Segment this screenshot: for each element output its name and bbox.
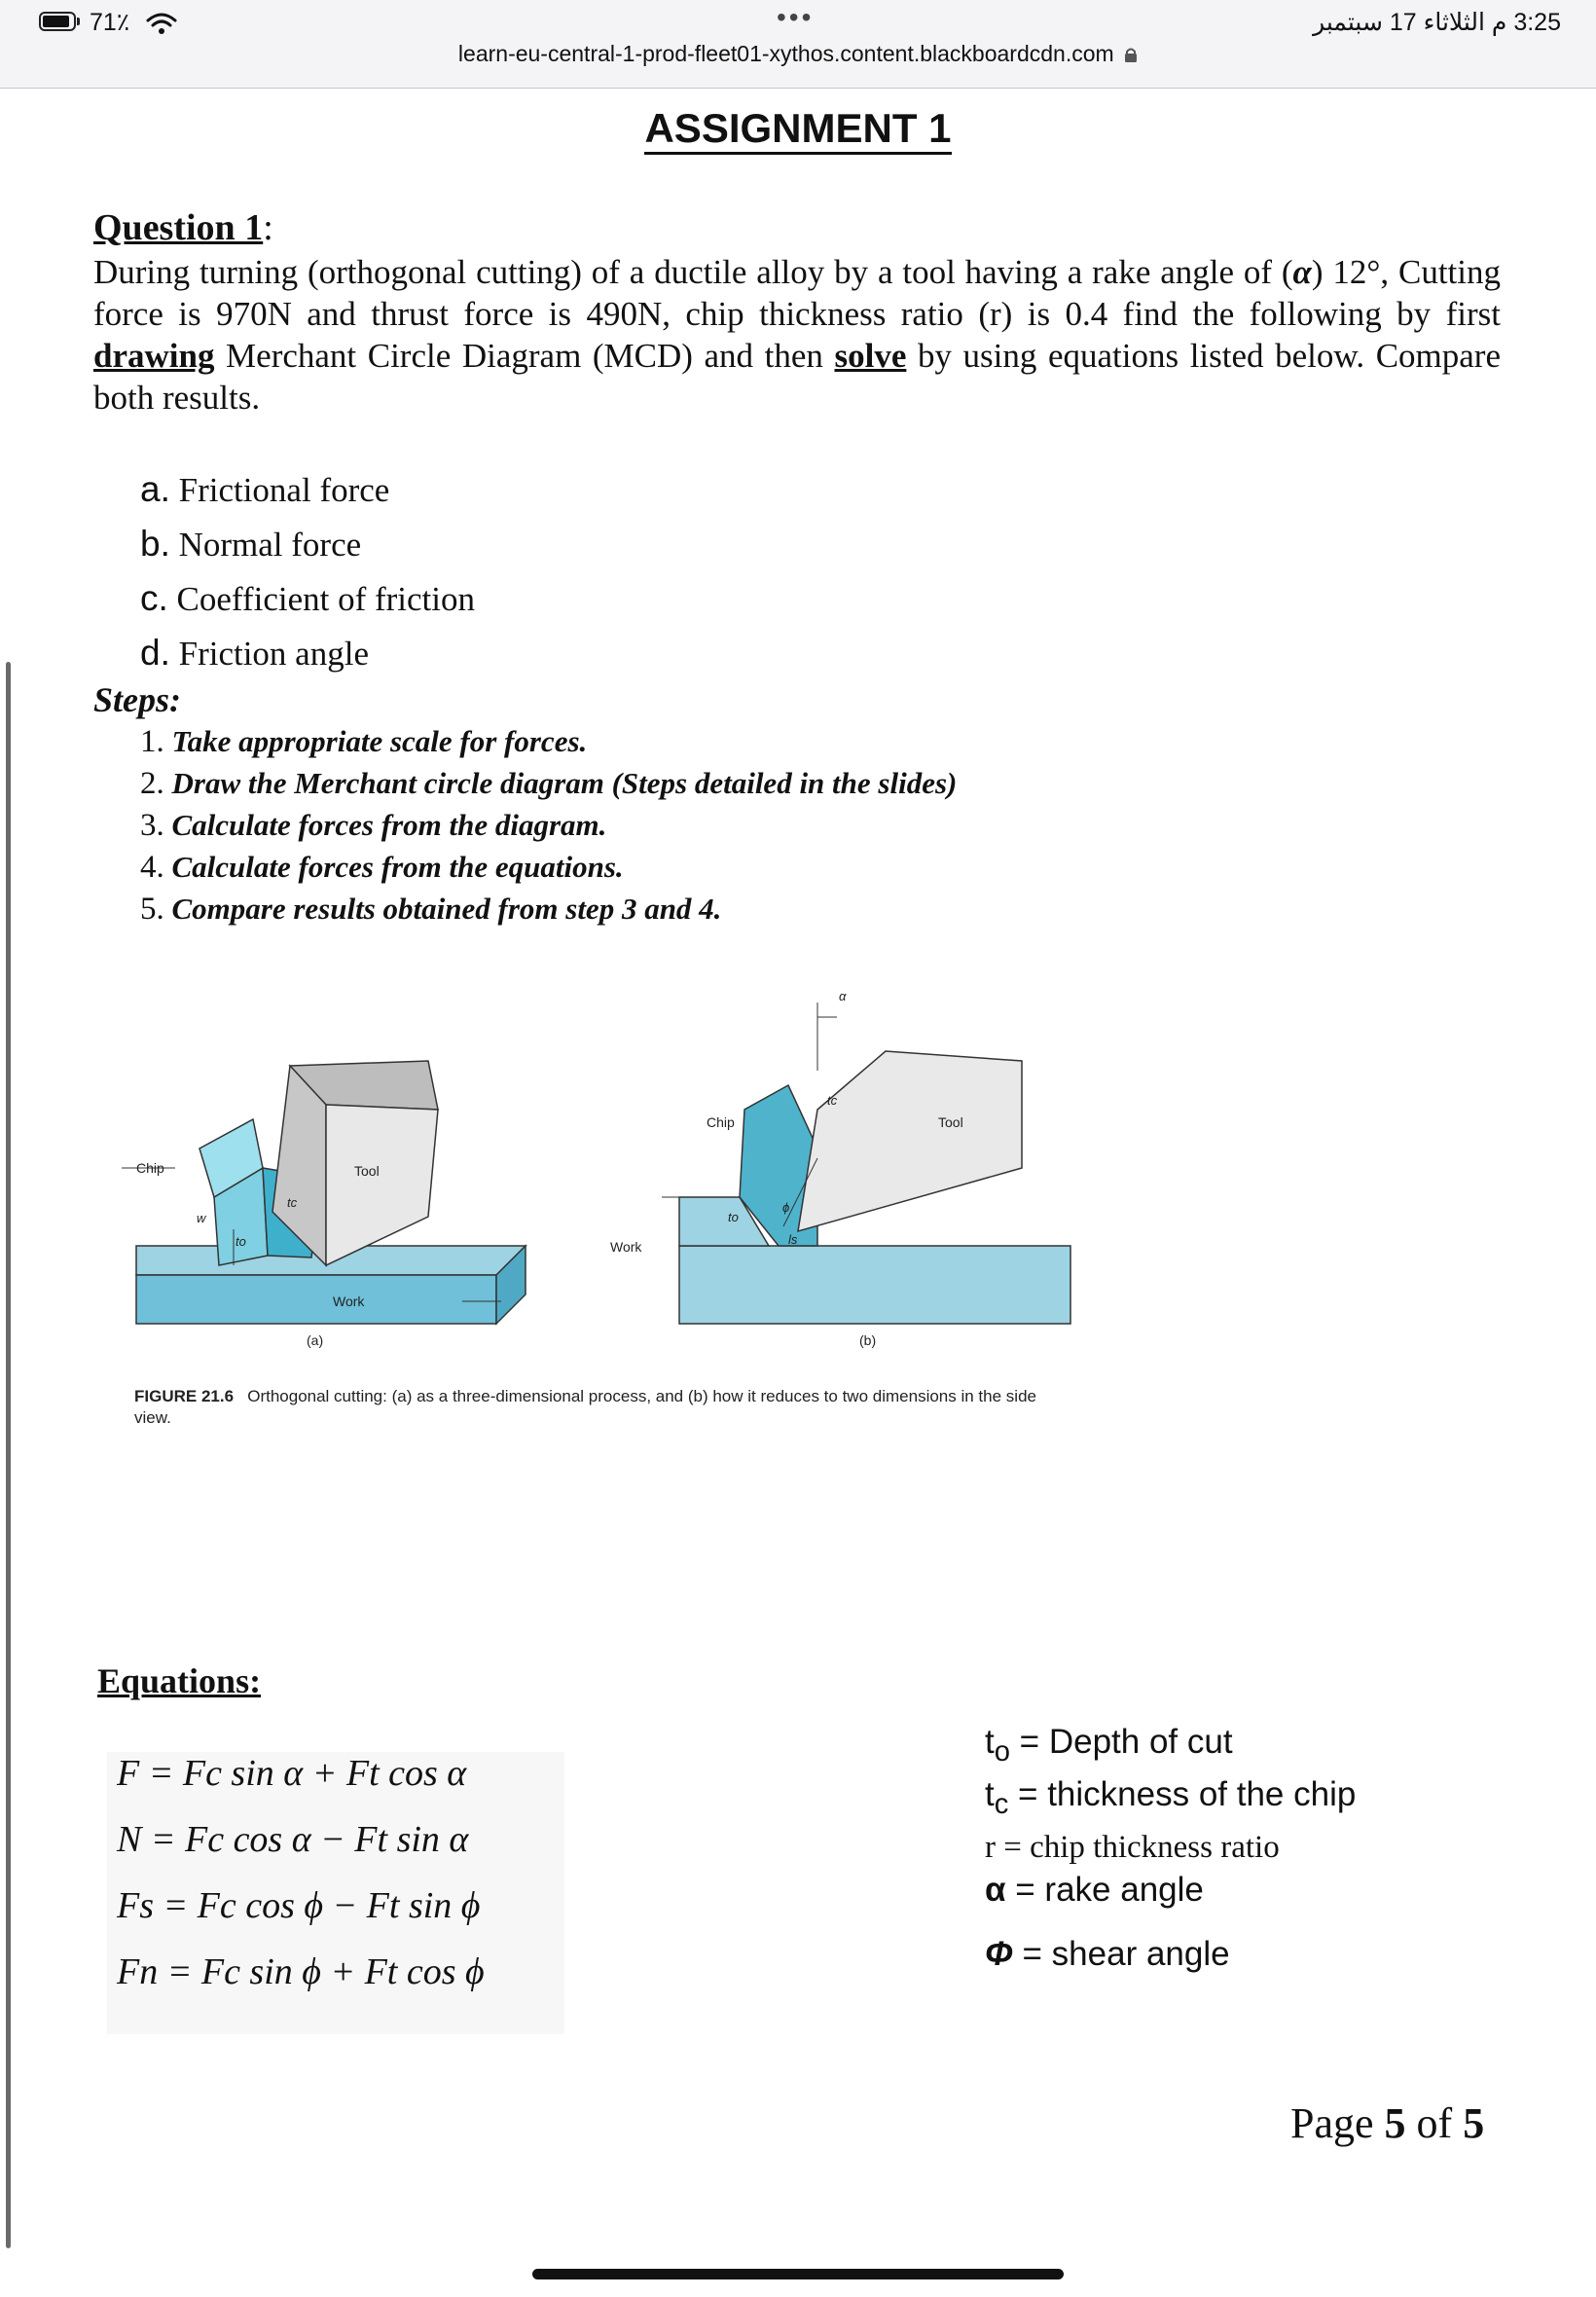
time-date: 3:25 م الثلاثاء 17 سبتمبر (1313, 9, 1561, 36)
sub-item-c: c. Coefficient of friction (140, 578, 476, 618)
battery-icon (39, 12, 76, 31)
step-4: 4. Calculate forces from the equations. (140, 850, 624, 885)
sub-item-a: a. Frictional force (140, 469, 390, 509)
label-tc-b: tc (827, 1093, 838, 1108)
label-tool-a: Tool (354, 1163, 380, 1179)
steps-heading: Steps: (93, 680, 181, 719)
label-part-a: (a) (307, 1332, 324, 1348)
step-3: 3. Calculate forces from the diagram. (140, 808, 607, 843)
label-to-b: to (728, 1210, 739, 1224)
label-phi: ϕ (782, 1200, 790, 1215)
orthogonal-cutting-figure (117, 973, 1090, 1440)
step-2: 2. Draw the Merchant circle diagram (Steps detailed in the slides) (140, 766, 958, 801)
question-text: During turning (orthogonal cutting) of a ductile alloy by a tool having a rake angle of (α) 12°, Cutting force is 970N and thrust force is 490N, chip thickness ratio (r) is 0.4 find the following by first drawing Merchant Circle Diagram (MCD) and then solve by using equations listed below. Compare both results. (93, 253, 1502, 417)
tab-menu-dots[interactable]: ••• (777, 2, 815, 32)
step-1: 1. Take appropriate scale for forces. (140, 724, 588, 759)
sub-item-b: b. Normal force (140, 524, 362, 564)
figure-caption: FIGURE 21.6 Orthogonal cutting: (a) as a three-dimensional process, and (b) how it reduces to two dimensions in the side view. (134, 1387, 1036, 1427)
label-work-a: Work (333, 1294, 365, 1309)
url-bar[interactable] (0, 41, 1596, 67)
label-alpha-b: α (839, 989, 847, 1003)
var-tc: $t_c$ = thickness of the chip (985, 1775, 1357, 1820)
sub-item-d: d. Friction angle (140, 633, 369, 673)
scrollbar[interactable] (6, 662, 11, 2248)
question-heading: Question 1: (93, 207, 273, 248)
url-text: learn-eu-central-1-prod-fleet01-xythos.content.blackboardcdn.com (457, 41, 1114, 66)
battery-percent: 71٪ (90, 9, 130, 36)
equation-4: Fn = Fc sin ϕ + Ft cos ϕ (117, 1951, 485, 1992)
var-phi: Φ = shear angle (985, 1935, 1230, 1973)
label-chip-b: Chip (707, 1114, 735, 1130)
step-5: 5. Compare results obtained from step 3 and 4. (140, 892, 722, 927)
equation-3: Fs = Fc cos ϕ − Ft sin ϕ (117, 1885, 481, 1926)
page-number: Page 5 of 5 (1290, 2099, 1485, 2147)
label-tool-b: Tool (938, 1114, 963, 1130)
home-indicator[interactable] (532, 2269, 1064, 2279)
assignment-title: ASSIGNMENT 1 (0, 105, 1596, 152)
equation-2: N = Fc cos α − Ft sin α (117, 1819, 469, 1860)
equations-box (107, 1752, 564, 2034)
var-to: $t_o$ = Depth of cut (985, 1723, 1233, 1768)
wifi-icon (146, 12, 177, 35)
equation-1: F = Fc sin α + Ft cos α (117, 1753, 467, 1794)
label-ls: ls (788, 1232, 798, 1247)
label-tc-a: tc (287, 1195, 298, 1210)
figure-b (610, 989, 1070, 1348)
var-alpha: α = rake angle (985, 1871, 1204, 1909)
label-chip-a: Chip (136, 1160, 164, 1176)
figure-a (117, 973, 526, 1348)
var-r: r = chip thickness ratio (985, 1830, 1280, 1865)
battery-tip (77, 18, 80, 25)
label-w: w (197, 1211, 206, 1225)
equations-heading: Equations: (97, 1661, 262, 1700)
lock-icon (1124, 47, 1138, 62)
label-work-b: Work (610, 1239, 642, 1255)
label-part-b: (b) (859, 1332, 877, 1348)
label-to-a: to (236, 1234, 246, 1249)
